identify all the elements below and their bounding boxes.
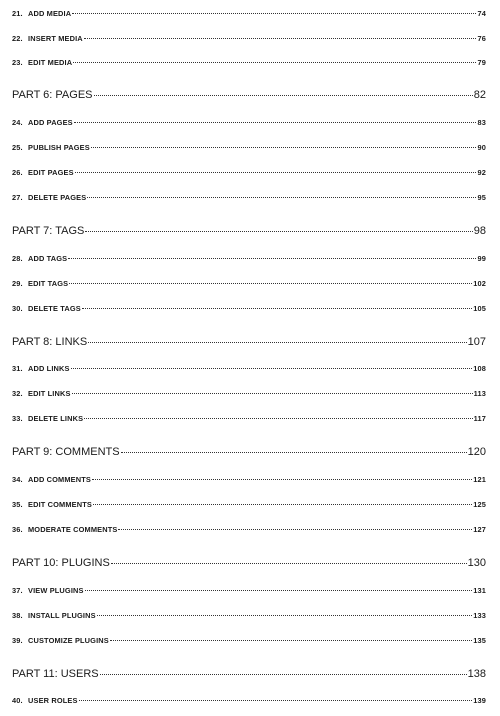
toc-entry-title: EDIT PAGES: [28, 168, 74, 177]
toc-entry-label: [12, 611, 96, 620]
toc-entry-label: [12, 304, 81, 313]
toc-entry[interactable]: [12, 414, 486, 423]
toc-entry-number: 40.: [12, 696, 23, 705]
toc-entry-number: 24.: [12, 118, 23, 127]
toc-part-title: PART 7: TAGS: [12, 225, 85, 237]
toc-part-page: 107: [467, 336, 486, 348]
toc-entry[interactable]: [12, 696, 486, 705]
dot-leader: [92, 479, 472, 480]
toc-entry-number: 30.: [12, 304, 23, 313]
toc-entry-title: ADD MEDIA: [28, 9, 72, 18]
toc-entry-page: 133: [473, 611, 486, 620]
toc-part-page: 98: [473, 225, 486, 237]
toc-part-title: PART 11: USERS: [12, 668, 99, 680]
toc-entry-label: [12, 193, 86, 202]
toc-entry-page: 127: [473, 525, 486, 534]
toc-entry-title: ADD LINKS: [28, 364, 70, 373]
dot-leader: [82, 308, 472, 309]
toc-entry[interactable]: [12, 168, 486, 177]
toc-entry-page: 102: [473, 279, 486, 288]
dot-leader: [84, 38, 477, 39]
toc-entry[interactable]: [12, 254, 486, 263]
dot-leader: [73, 62, 476, 63]
toc-entry-page: 99: [477, 254, 486, 263]
toc-entry-title: INSERT MEDIA: [28, 34, 83, 43]
toc-entry-number: 35.: [12, 500, 23, 509]
toc-entry-number: 34.: [12, 475, 23, 484]
dot-leader: [71, 368, 473, 369]
toc-entry-number: 27.: [12, 193, 23, 202]
toc-part-page: 130: [467, 557, 486, 569]
toc-entry-title: DELETE TAGS: [28, 304, 81, 313]
dot-leader: [79, 700, 473, 701]
toc-entry[interactable]: [12, 118, 486, 127]
toc-entry-page: 95: [477, 193, 486, 202]
toc-entry-title: MODERATE COMMENTS: [28, 525, 118, 534]
dot-leader: [85, 590, 473, 591]
toc-entry[interactable]: [12, 586, 486, 595]
toc-entry[interactable]: [12, 143, 486, 152]
toc-entry[interactable]: [12, 9, 486, 18]
toc-part-page: 82: [473, 89, 486, 101]
toc-entry-title: CUSTOMIZE PLUGINS: [28, 636, 109, 645]
toc-entry-page: 139: [473, 696, 486, 705]
toc-entry-label: [12, 364, 70, 373]
toc-part-page: 120: [467, 446, 486, 458]
toc-entry-title: VIEW PLUGINS: [28, 586, 84, 595]
toc-entry-number: 25.: [12, 143, 23, 152]
toc-entry-title: ADD TAGS: [28, 254, 68, 263]
toc-entry-label: [12, 586, 84, 595]
dot-leader: [69, 283, 472, 284]
toc-entry-page: 135: [473, 636, 486, 645]
toc-entry-title: INSTALL PLUGINS: [28, 611, 96, 620]
dot-leader: [72, 393, 473, 394]
toc-entry-title: DELETE PAGES: [28, 193, 87, 202]
toc-entry-page: 108: [473, 364, 486, 373]
toc-entry-title: EDIT COMMENTS: [28, 500, 92, 509]
toc-entry-page: 117: [473, 414, 486, 423]
toc-entry[interactable]: [12, 304, 486, 313]
toc-entry-number: 22.: [12, 34, 23, 43]
toc-part-title: PART 9: COMMENTS: [12, 446, 120, 458]
toc-entry[interactable]: [12, 34, 486, 43]
dot-leader: [85, 231, 472, 232]
toc-entry-label: [12, 696, 78, 705]
toc-part-title: PART 10: PLUGINS: [12, 557, 110, 569]
toc-entry-page: 105: [473, 304, 486, 313]
toc-entry-title: PUBLISH PAGES: [28, 143, 90, 152]
toc-entry-title: ADD COMMENTS: [28, 475, 91, 484]
toc-entry-page: 125: [473, 500, 486, 509]
dot-leader: [100, 674, 467, 675]
toc-entry-number: 36.: [12, 525, 23, 534]
toc-part-title: PART 6: PAGES: [12, 89, 93, 101]
toc-entry-title: EDIT LINKS: [28, 389, 71, 398]
toc-entry-page: 74: [477, 9, 486, 18]
toc-entry-label: [12, 118, 73, 127]
toc-entry-label: [12, 9, 71, 18]
toc-entry-page: 90: [477, 143, 486, 152]
toc-entry-label: [12, 475, 91, 484]
toc-part-page: 138: [467, 668, 486, 680]
toc-entry[interactable]: [12, 475, 486, 484]
toc-entry-label: [12, 389, 71, 398]
toc-entry-page: 121: [473, 475, 486, 484]
toc-entry-title: EDIT MEDIA: [28, 58, 73, 67]
dot-leader: [74, 122, 477, 123]
toc-entry-label: [12, 143, 90, 152]
toc-entry-title: DELETE LINKS: [28, 414, 84, 423]
toc-entry[interactable]: [12, 364, 486, 373]
dot-leader: [93, 504, 472, 505]
toc-entry-number: 33.: [12, 414, 23, 423]
dot-leader: [72, 13, 476, 14]
toc-entry-page: 131: [473, 586, 486, 595]
dot-leader: [110, 640, 472, 641]
dot-leader: [94, 95, 473, 96]
toc-entry-page: 92: [477, 168, 486, 177]
toc-entry-page: 79: [477, 58, 486, 67]
toc-entry-number: 32.: [12, 389, 23, 398]
toc-part-heading[interactable]: [12, 225, 486, 237]
toc-entry[interactable]: [12, 279, 486, 288]
toc-entry-number: 28.: [12, 254, 23, 263]
toc-part-heading[interactable]: [12, 336, 486, 348]
toc-entry-label: [12, 168, 74, 177]
dot-leader: [88, 342, 466, 343]
toc-entry[interactable]: [12, 525, 486, 534]
dot-leader: [68, 258, 476, 259]
toc-entry[interactable]: [12, 611, 486, 620]
toc-entry-label: [12, 500, 92, 509]
toc-entry-title: EDIT TAGS: [28, 279, 69, 288]
toc-part-heading[interactable]: [12, 89, 486, 101]
dot-leader: [91, 147, 477, 148]
dot-leader: [75, 172, 477, 173]
toc-entry-number: 23.: [12, 58, 23, 67]
dot-leader: [84, 418, 472, 419]
toc-entry[interactable]: [12, 389, 486, 398]
toc-entry-label: [12, 254, 67, 263]
toc-entry-number: 38.: [12, 611, 23, 620]
toc-part-heading[interactable]: [12, 668, 486, 680]
toc-entry-number: 29.: [12, 279, 23, 288]
dot-leader: [111, 563, 467, 564]
toc-entry[interactable]: [12, 58, 486, 67]
toc-entry-page: 83: [477, 118, 486, 127]
dot-leader: [118, 529, 472, 530]
toc-entry-label: [12, 414, 83, 423]
toc-entry-title: USER ROLES: [28, 696, 78, 705]
toc-part-heading[interactable]: [12, 557, 486, 569]
toc-entry-label: [12, 525, 117, 534]
toc-entry-number: 37.: [12, 586, 23, 595]
toc-entry-page: 76: [477, 34, 486, 43]
toc-entry-label: [12, 279, 68, 288]
toc-entry-title: ADD PAGES: [28, 118, 73, 127]
toc-entry-number: 39.: [12, 636, 23, 645]
toc-entry[interactable]: [12, 500, 486, 509]
toc-entry-label: [12, 34, 83, 43]
toc-part-heading[interactable]: [12, 446, 486, 458]
toc-entry-number: 31.: [12, 364, 23, 373]
toc-entry-number: 26.: [12, 168, 23, 177]
dot-leader: [97, 615, 473, 616]
dot-leader: [121, 452, 467, 453]
toc-part-title: PART 8: LINKS: [12, 336, 88, 348]
dot-leader: [87, 197, 476, 198]
toc-entry-page: 113: [473, 389, 486, 398]
toc-entry[interactable]: [12, 636, 486, 645]
toc-entry-number: 21.: [12, 9, 23, 18]
toc-entry-label: [12, 58, 72, 67]
toc-entry-label: [12, 636, 109, 645]
toc-entry[interactable]: [12, 193, 486, 202]
